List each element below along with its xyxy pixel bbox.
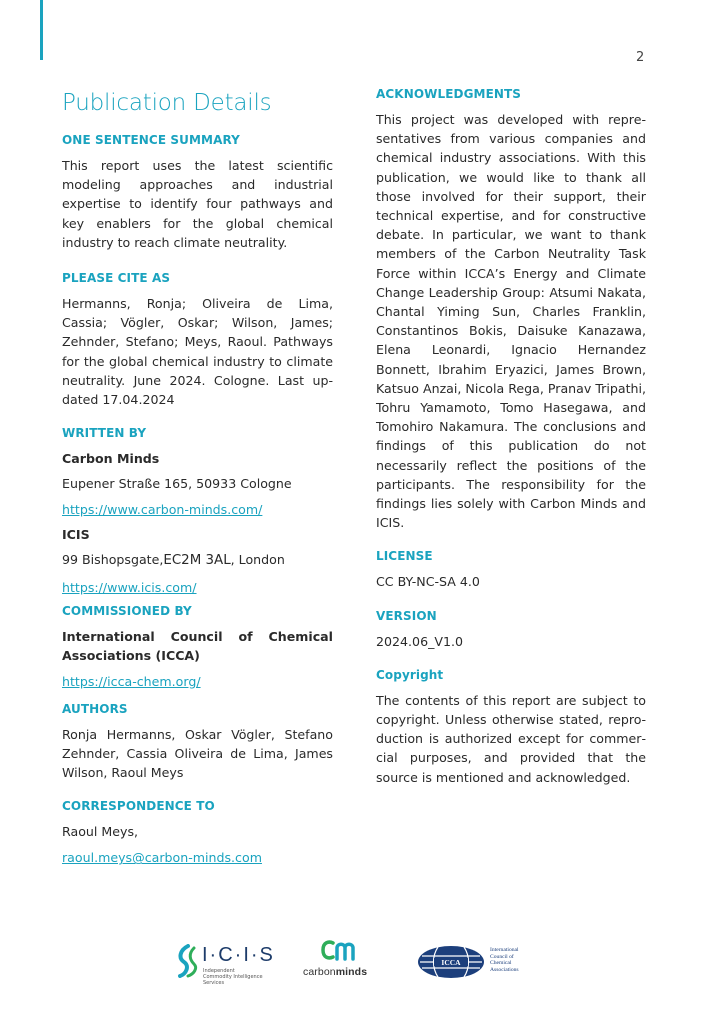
copyright-text: The contents of this report are subject to copyright. Unless otherwise stated, reproduction is authorized except for commercial purposes, and provided that the source is mentioned and acknowledged. [376,692,646,785]
cm-word-carbon: carbon [303,966,336,978]
page-title: Publication Details [62,90,272,116]
icis-address [62,550,333,570]
icca-line-2: Council of [490,953,514,960]
svg-text:ICCA: ICCA [441,958,461,967]
icis-wordmark: I·C·I·S [202,944,275,966]
page-number: 2 [636,50,645,65]
icis-address-postcode: EC2M 3AL [163,553,231,569]
icca-name: International Council of Chemical Associations (ICCA) [62,628,333,663]
correspondence-email-link[interactable]: raoul.meys@carbon-minds.com [62,850,262,866]
cite-heading: PLEASE CITE AS [62,271,171,286]
icca-link[interactable]: https://icca-chem.org/ [62,673,201,689]
cm-monogram-icon [319,938,359,964]
icis-tagline: Independent Commodity Intelligence Services [203,968,263,986]
icis-address-street: 99 Bishopsgate, [62,552,164,568]
icis-name: ICIS [62,527,90,543]
partner-logos [0,938,724,988]
acknowledgments-heading: ACKNOWLEDGMENTS [376,87,522,101]
carbon-minds-name: Carbon Minds [62,451,160,467]
correspondence-name: Raoul Meys, [62,824,139,840]
cm-word-minds: minds [335,966,368,978]
icca-line-4: Associations [490,966,519,973]
accent-bar [40,0,43,60]
right-column [376,86,646,787]
license-value: CC BY-NC-SA 4.0 [376,574,480,590]
icis-address-city: , London [230,552,285,568]
written-by-heading: WRITTEN BY [62,426,147,441]
commissioned-by-heading: COMMISSIONED BY [62,603,192,618]
version-value: 2024.06_V1.0 [376,633,464,649]
summary-text: This report uses the latest scientific modeling approaches and industrial expertise to identify four pathways and key enablers for the global chemical industry to reach climate neutrality. [62,158,333,250]
icis-logo [176,942,275,986]
icca-name-text [490,947,519,973]
icca-line-1: International [490,947,519,953]
copyright-heading: Copyright [376,667,444,682]
icca-globe-icon [416,944,486,980]
authors-heading: AUTHORS [62,701,128,716]
acknowledgments-text: This project was developed with representatives from various companies and chemical industry associations. With this publication, we would like to thank all those involved for their support, their technical expertise, and for constructive debate. In particular, we want to thank members of the Carbon Neutrality Task Force within ICCA’s Energy and Climate Change Leadership Group: Atsumi Nakata, Chantal Yiming Sun, Charles Franklin, Constantinos Bokis, Daisuke Kanazawa, Elena Leonardi, Ignacio Hernandez Bonnett, Ibrahim Eryazici, James Brown, Katsuo Anzai, Nicola Rega, Pranav Tripathi, Tohru Yamamoto, Tomo Hasegawa, and Tomohiro Nakamura. The conclusions and findings of this publication do not necessarily reflect the positions of the participants. The responsibility for the findings lies solely with Carbon Minds and ICIS. [376,112,646,531]
carbon-minds-wordmark [303,966,367,978]
cite-text: Hermanns, Ronja; Oliveira de Lima, Cassia; Vögler, Oskar; Wilson, James; Zehnder, Stefano; Meys, Raoul. Pathways for the global chemical industry to climate neutrality. June 2024. Cologne. Last updated 17.04.2024 [62,296,333,408]
icis-swirl-icon [176,944,200,978]
icca-logo [416,942,532,982]
carbon-minds-logo [303,938,379,982]
correspondence-heading: CORRESPONDENCE TO [62,799,215,814]
authors-text: Ronja Hermanns, Oskar Vögler, Stefano Zehnder, Cassia Oliveira de Lima, James Wilson, Raoul Meys [62,726,333,781]
left-column [62,86,333,867]
icca-line-3: Chemical [490,960,512,967]
icis-link[interactable]: https://www.icis.com/ [62,579,197,595]
summary-heading: ONE SENTENCE SUMMARY [62,133,240,147]
license-heading: LICENSE [376,549,433,564]
carbon-minds-address: Eupener Straße 165, 50933 Cologne [62,476,292,492]
version-heading: VERSION [376,608,437,623]
carbon-minds-link[interactable]: https://www.carbon-minds.com/ [62,502,263,518]
